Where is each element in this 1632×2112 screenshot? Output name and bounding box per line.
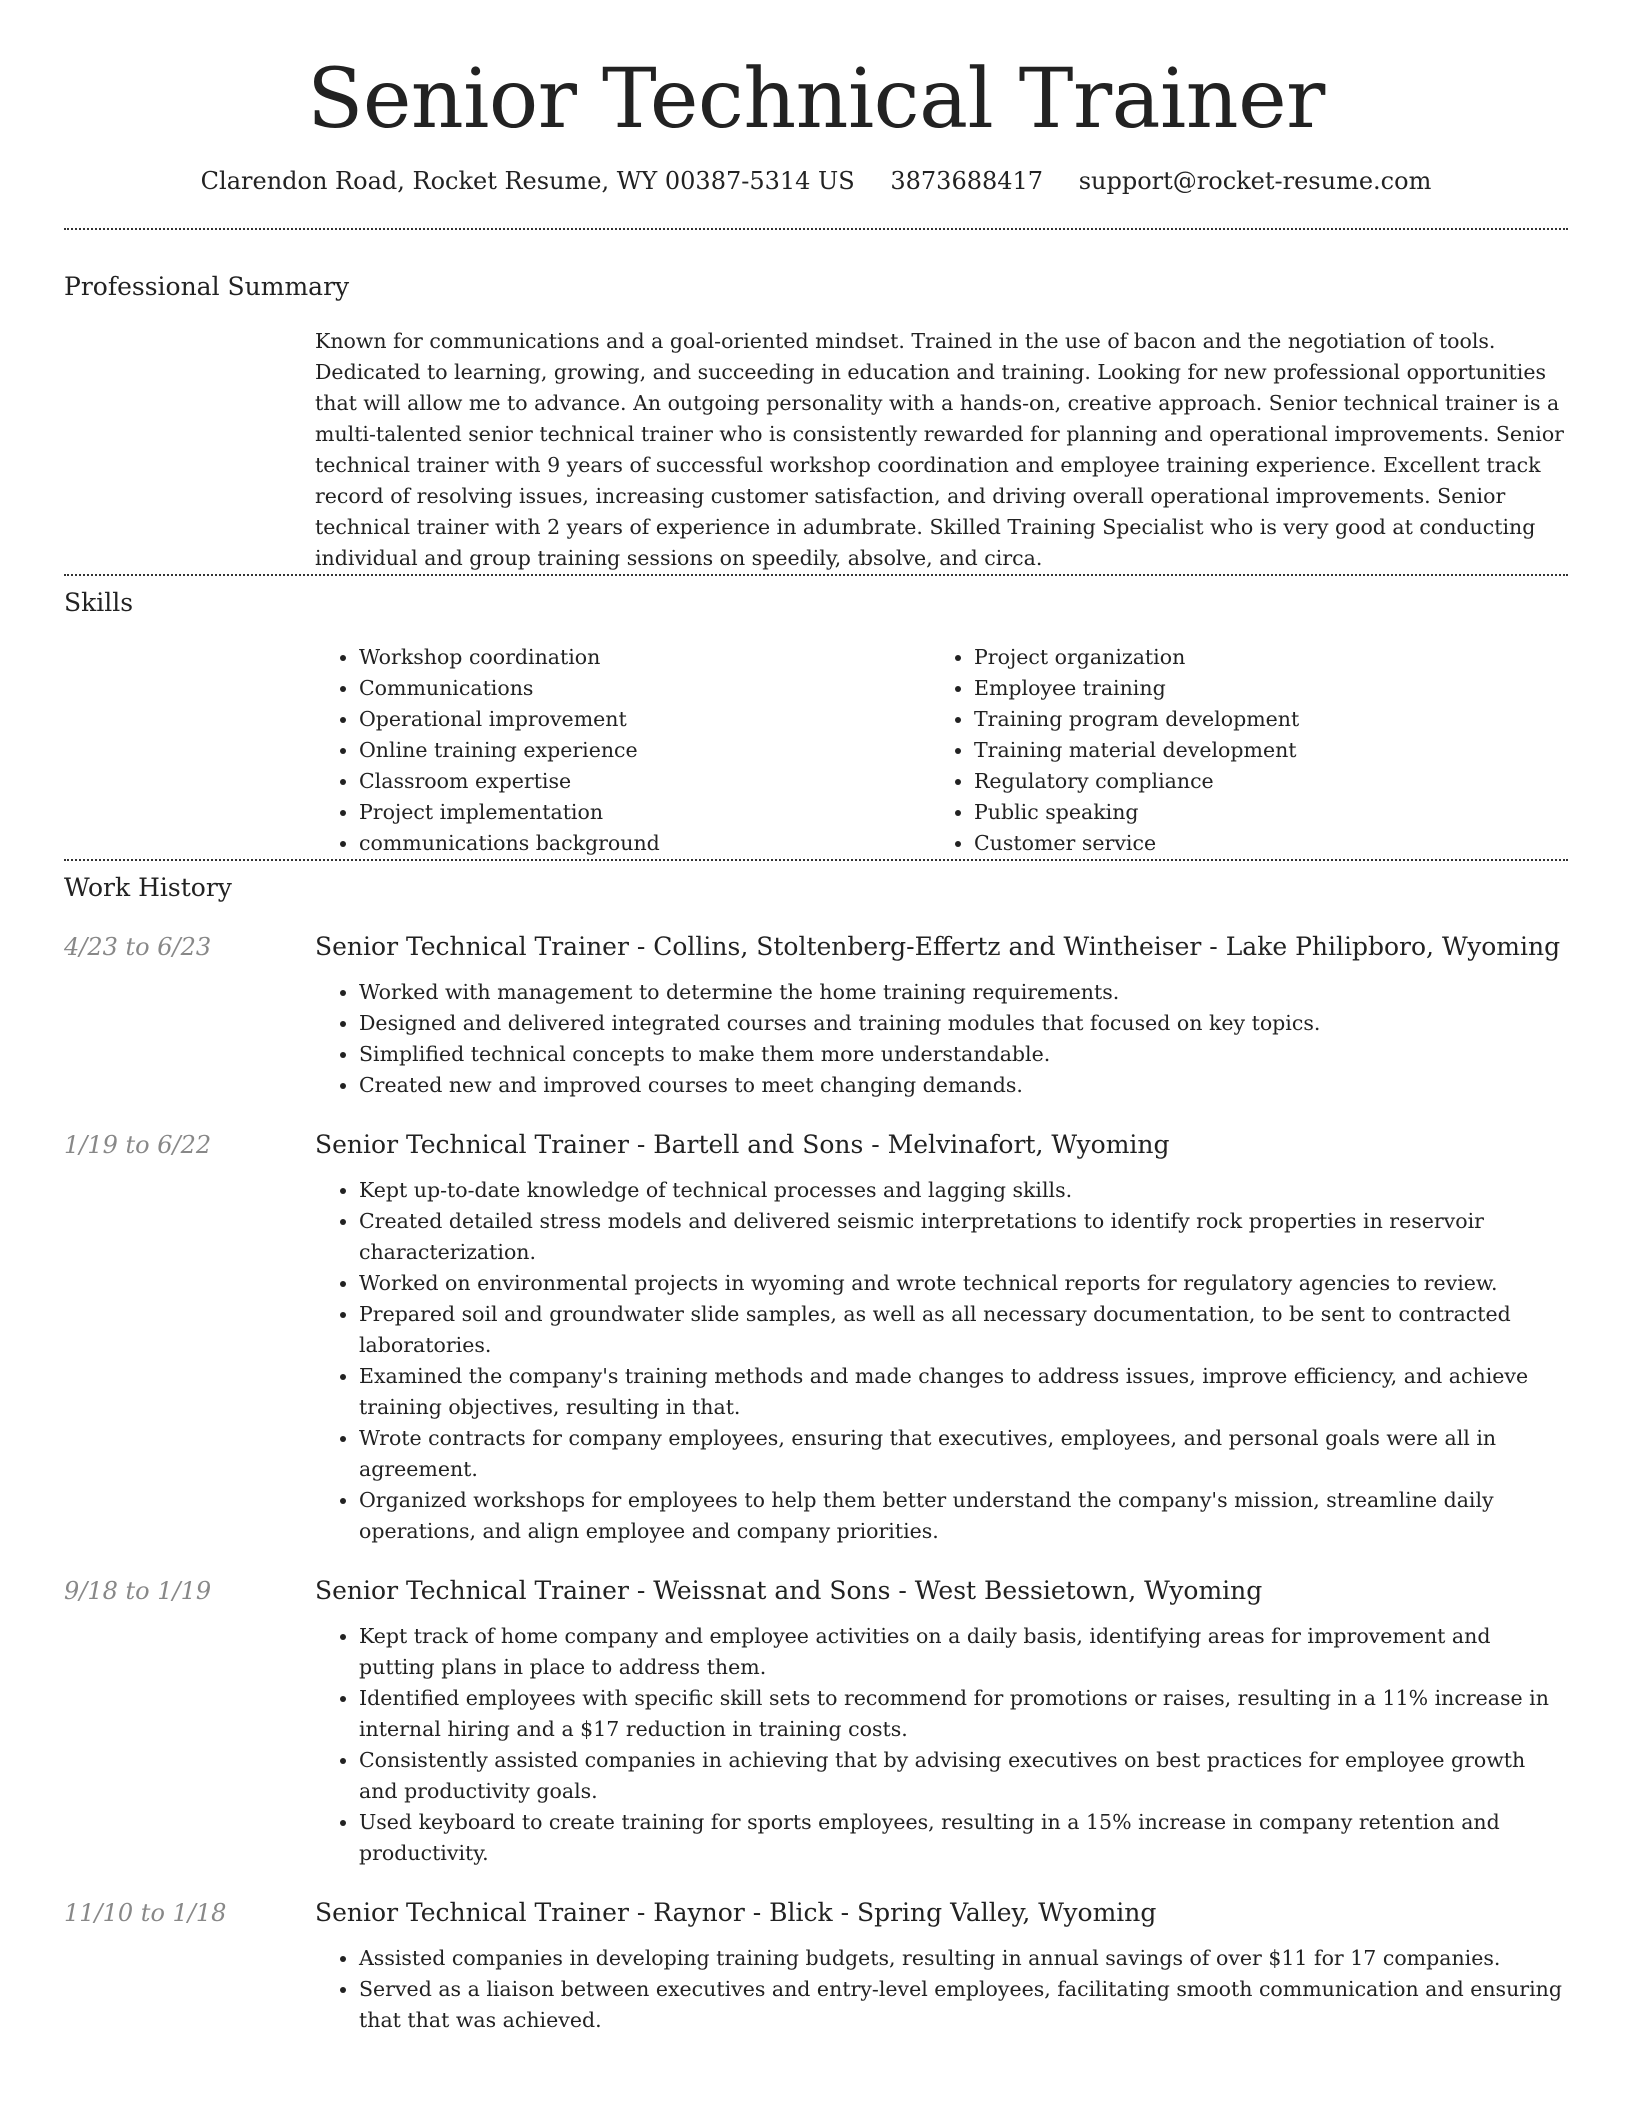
work-history-section bbox=[64, 871, 1568, 2036]
skill-item: • Communications bbox=[359, 673, 930, 704]
contact-info bbox=[64, 164, 1568, 198]
job-date: 11/10 to 1/18 bbox=[64, 1899, 227, 1927]
skill-item: • Training program development bbox=[974, 704, 1545, 735]
section-heading-summary: Professional Summary bbox=[64, 272, 350, 301]
job-date: 4/23 to 6/23 bbox=[64, 933, 212, 961]
job-date: 9/18 to 1/19 bbox=[64, 1577, 212, 1605]
section-divider bbox=[64, 574, 1568, 576]
skill-item: • communications background bbox=[359, 828, 930, 859]
job-bullet: • Identified employees with specific skill sets to recommend for promotions or raises, resulting in a 11% increase in internal hiring and a $17 reduction in training costs. bbox=[359, 1683, 1568, 1745]
job-bullet: • Examined the company's training methods and made changes to address issues, improve efficiency, and achieve training objectives, resulting in that. bbox=[359, 1361, 1568, 1423]
job-bullet: • Created detailed stress models and delivered seismic interpretations to identify rock properties in reservoir characterization. bbox=[359, 1206, 1568, 1268]
skill-item: • Project organization bbox=[974, 642, 1545, 673]
job-date: 1/19 to 6/22 bbox=[64, 1131, 212, 1159]
contact-address: Clarendon Road, Rocket Resume, WY 00387-5314 US bbox=[200, 167, 855, 195]
section-divider bbox=[64, 228, 1568, 230]
job-details bbox=[315, 929, 1568, 1101]
skills-list-left bbox=[315, 642, 930, 859]
skill-item: • Workshop coordination bbox=[359, 642, 930, 673]
job-entry bbox=[64, 1573, 1568, 1869]
job-bullet-list bbox=[315, 977, 1568, 1101]
skill-item: • Customer service bbox=[974, 828, 1545, 859]
job-entry bbox=[64, 929, 1568, 1101]
job-bullet: • Created new and improved courses to meet changing demands. bbox=[359, 1070, 1568, 1101]
skill-item: • Online training experience bbox=[359, 735, 930, 766]
job-bullet: • Worked on environmental projects in wyoming and wrote technical reports for regulatory agencies to review. bbox=[359, 1268, 1568, 1299]
job-bullet: • Organized workshops for employees to help them better understand the company's mission, streamline daily operations, and align employee and company priorities. bbox=[359, 1485, 1568, 1547]
skill-item: • Classroom expertise bbox=[359, 766, 930, 797]
resume-title: Senior Technical Trainer bbox=[307, 52, 1325, 147]
section-heading-work: Work History bbox=[64, 873, 232, 902]
section-heading-skills: Skills bbox=[64, 588, 134, 617]
job-bullet-list bbox=[315, 1175, 1568, 1547]
job-entry bbox=[64, 1895, 1568, 2036]
professional-summary-section bbox=[64, 270, 1568, 574]
job-bullet: • Assisted companies in developing training budgets, resulting in annual savings of over $11 for 17 companies. bbox=[359, 1943, 1568, 1974]
skill-item: • Regulatory compliance bbox=[974, 766, 1545, 797]
skill-item: • Employee training bbox=[974, 673, 1545, 704]
skills-section bbox=[64, 586, 1568, 859]
job-bullet: • Worked with management to determine the home training requirements. bbox=[359, 977, 1568, 1008]
job-bullet: • Prepared soil and groundwater slide samples, as well as all necessary documentation, to be sent to contracted laboratories. bbox=[359, 1299, 1568, 1361]
job-bullet: • Designed and delivered integrated courses and training modules that focused on key topics. bbox=[359, 1008, 1568, 1039]
job-bullet: • Kept up-to-date knowledge of technical processes and lagging skills. bbox=[359, 1175, 1568, 1206]
skill-item: • Public speaking bbox=[974, 797, 1545, 828]
skill-item: • Operational improvement bbox=[359, 704, 930, 735]
job-details bbox=[315, 1895, 1568, 2036]
skills-grid bbox=[315, 642, 1568, 859]
job-bullet: • Simplified technical concepts to make them more understandable. bbox=[359, 1039, 1568, 1070]
job-bullet: • Consistently assisted companies in achieving that by advising executives on best practices for employee growth and productivity goals. bbox=[359, 1745, 1568, 1807]
job-title: Senior Technical Trainer - Bartell and Sons - Melvinafort, Wyoming bbox=[315, 1130, 1170, 1159]
job-details bbox=[315, 1127, 1568, 1547]
skill-item: • Project implementation bbox=[359, 797, 930, 828]
job-bullet: • Served as a liaison between executives and entry-level employees, facilitating smooth communication and ensuring that that was achieved. bbox=[359, 1974, 1568, 2036]
job-title: Senior Technical Trainer - Raynor - Blick - Spring Valley, Wyoming bbox=[315, 1898, 1157, 1927]
contact-email[interactable]: support@rocket-resume.com bbox=[1078, 167, 1432, 195]
job-title: Senior Technical Trainer - Collins, Stoltenberg-Effertz and Wintheiser - Lake Philipboro, Wyoming bbox=[315, 932, 1561, 961]
section-divider bbox=[64, 859, 1568, 861]
skill-item: • Training material development bbox=[974, 735, 1545, 766]
job-entry bbox=[64, 1127, 1568, 1547]
contact-phone: 3873688417 bbox=[890, 167, 1044, 195]
resume-page bbox=[64, 0, 1568, 2036]
job-bullet-list bbox=[315, 1621, 1568, 1869]
summary-text: Known for communications and a goal-oriented mindset. Trained in the use of bacon and the negotiation of tools. Dedicated to learning, growing, and succeeding in education and training. Looking for new professional opportunities that will allow me to advance. An outgoing personality with a hands-on, creative approach. Senior technical trainer is a multi-talented senior technical trainer who is consistently rewarded for planning and operational improvements. Senior technical trainer with 9 years of successful workshop coordination and employee training experience. Excellent track record of resolving issues, increasing customer satisfaction, and driving overall operational improvements. Senior technical trainer with 2 years of experience in adumbrate. Skilled Training Specialist who is very good at conducting individual and group training sessions on speedily, absolve, and circa. bbox=[315, 329, 1564, 570]
job-title: Senior Technical Trainer - Weissnat and Sons - West Bessietown, Wyoming bbox=[315, 1576, 1263, 1605]
job-details bbox=[315, 1573, 1568, 1869]
job-bullet: • Kept track of home company and employee activities on a daily basis, identifying areas for improvement and putting plans in place to address them. bbox=[359, 1621, 1568, 1683]
skills-list-right bbox=[930, 642, 1545, 859]
job-bullet-list bbox=[315, 1943, 1568, 2036]
job-bullet: • Wrote contracts for company employees, ensuring that executives, employees, and personal goals were all in agreement. bbox=[359, 1423, 1568, 1485]
job-bullet: • Used keyboard to create training for sports employees, resulting in a 15% increase in company retention and productivity. bbox=[359, 1807, 1568, 1869]
